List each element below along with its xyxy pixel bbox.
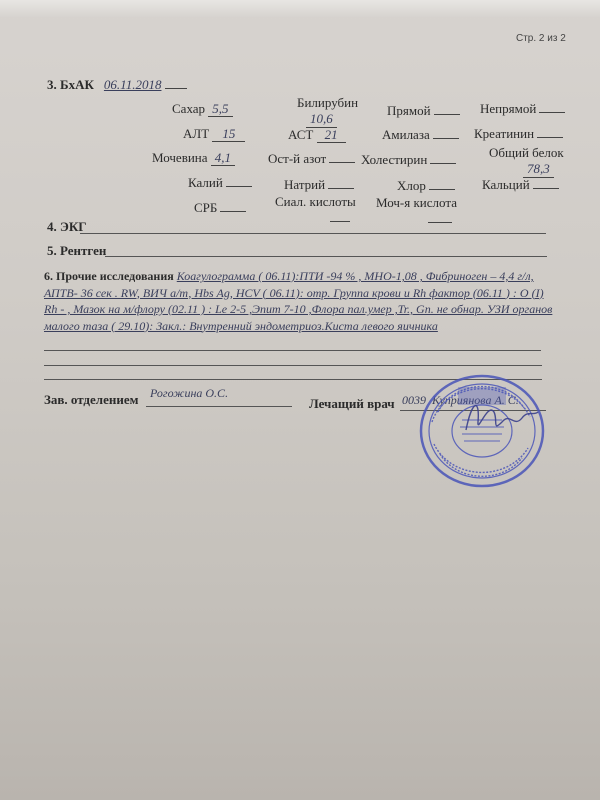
field-kalciy (482, 177, 559, 193)
section-3-header (47, 76, 187, 94)
attending-doctor-label: Лечащий врач (309, 396, 395, 411)
field-pryamoy (387, 103, 460, 119)
value-mochevina: 4,1 (211, 150, 235, 166)
field-nepryamoy (480, 101, 565, 117)
label-nepryamoy: Непрямой (480, 101, 537, 116)
label-mochevina: Мочевина (152, 150, 208, 165)
section-5-title: 5. Рентген (47, 243, 107, 258)
field-alt (183, 126, 245, 142)
label-natriy: Натрий (284, 177, 326, 192)
section-6-title: 6. Прочие исследования (44, 269, 174, 283)
attending-doctor-name: Куприянова А. С. (432, 393, 519, 407)
head-of-department-label: Зав. отделением (44, 392, 139, 407)
label-ost-azot: Ост-й азот (268, 151, 327, 166)
label-alt: АЛТ (183, 126, 210, 141)
value-ast: 21 (317, 127, 346, 143)
label-sial: Сиал. кислоты (275, 194, 356, 209)
label-bilirubin: Билирубин (297, 95, 359, 110)
page-number: Стр. 2 из 2 (516, 33, 566, 44)
value-alt: 15 (212, 126, 245, 142)
field-srb (194, 200, 246, 216)
field-ast (288, 127, 346, 143)
label-obshiy-belok: Общий белок (489, 145, 564, 160)
head-of-department-name: Рогожина О.С. (150, 386, 229, 400)
value-sahar: 5,5 (208, 101, 232, 117)
section-3-date: 06.11.2018 (103, 77, 162, 92)
value-bilirubin: 10,6 (306, 111, 337, 128)
signature-scribble (462, 392, 542, 442)
field-kaliy (188, 175, 252, 191)
label-ast: АСТ (288, 127, 314, 142)
value-obshiy-belok: 78,3 (523, 161, 554, 178)
section-6 (44, 268, 554, 334)
section-4-title: 4. ЭКГ (47, 219, 87, 234)
field-kreatinin (474, 126, 563, 142)
field-sahar (172, 101, 233, 117)
field-ost-azot (268, 151, 355, 167)
field-holesterin (361, 152, 456, 168)
label-pryamoy: Прямой (387, 103, 431, 118)
attending-doctor-code: 0039 (402, 393, 426, 407)
paper-fold (0, 0, 600, 18)
label-hlor: Хлор (397, 178, 426, 193)
field-hlor (397, 178, 455, 194)
label-amilaza: Амилаза (382, 127, 430, 142)
field-natriy (284, 177, 354, 193)
label-srb: СРБ (194, 200, 218, 215)
field-amilaza (382, 127, 459, 143)
label-sahar: Сахар (172, 101, 206, 116)
label-kaliy: Калий (188, 175, 223, 190)
section-3-title: 3. БхАК (47, 77, 94, 92)
label-kreatinin: Креатинин (474, 126, 535, 141)
label-holesterin: Холестирин (361, 152, 428, 167)
label-mochevaya: Моч-я кислота (376, 195, 457, 210)
label-kalciy: Кальций (482, 177, 530, 192)
field-mochevina (152, 150, 235, 166)
section-6-text: Коагулограмма ( 06.11):ПТИ -94 % , МНО-1,08 , Фибриноген – 4,4 г/л, АПТВ- 36 сек . RW, ВИЧ а/т, Hbs Ag, HCV ( 06.11): отр. Группа крови и Rh фактор (06.11 ) : O (I) Rh - , Мазок на м/флору (02.11 ) : Le 2-5 ,Эпит 7-10 ,Флора пал.умер ,Tr., Gn. не обнар. УЗИ органов малого таза ( 29.10): Закл.: Внутренний эндометриоз.Киста левого яичника (44, 269, 553, 333)
